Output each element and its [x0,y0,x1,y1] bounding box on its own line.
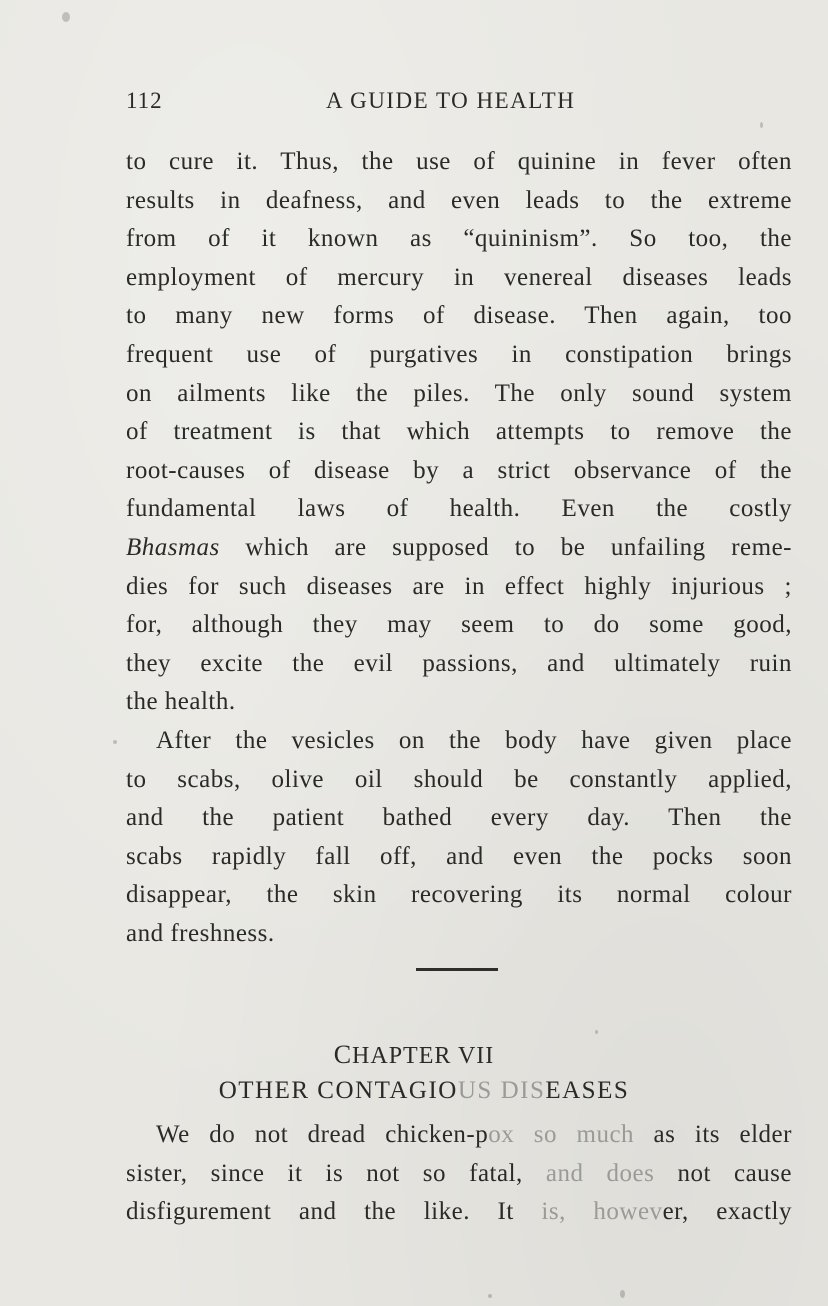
chapter-initial: C [333,1040,353,1069]
chapter-body [126,1116,792,1232]
text-line: frequent use of purgatives in constipation brings [126,340,792,368]
text-line: for, although they may seem to do some good, [126,611,792,639]
text-line: results in deafness, and even leads to the extreme [126,186,792,214]
chapter-title [0,1077,828,1105]
text-line: After the vesicles on the body have given place [156,726,792,754]
text-line: employment of mercury in venereal diseases leads [126,263,792,291]
paper-speck [595,1030,598,1034]
chapter-heading [0,1040,828,1070]
text-fragment: er, exactly [662,1198,792,1226]
body-text [126,143,792,953]
chapter-title-faded: US DIS [457,1077,546,1104]
paper-speck [488,1294,492,1298]
italic-term: Bhasmas [126,533,220,561]
text-fragment: disfigurement and the like. It [126,1198,542,1226]
section-divider-rule [416,968,498,971]
running-title: A GUIDE TO HEALTH [326,88,576,113]
text-faded: and does [545,1159,655,1187]
paper-speck [620,1290,625,1298]
text-line [126,1193,792,1232]
chapter-heading-rest: HAPTER VII [352,1043,495,1069]
text-line: they excite the evil passions, and ultimately ruin [126,649,792,677]
text-line: root-causes of disease by a strict observance of the [126,456,792,484]
paragraph-1 [126,143,792,722]
text-line: on ailments like the piles. The only sound system [126,379,792,407]
text-line [126,1116,792,1155]
running-head [126,88,798,118]
text-fragment: not cause [654,1159,793,1187]
text-fragment: as its elder [634,1121,792,1148]
paragraph-2 [126,722,792,954]
text-line [126,529,792,568]
text-line: and the patient bathed every day. Then the [126,804,792,832]
text-line: from of it known as “quininism”. So too, the [126,225,792,253]
text-line: to many new forms of disease. Then again, too [126,302,792,330]
text-fragment: We do not dread chicken-p [156,1121,489,1148]
text-line: scabs rapidly fall off, and even the pocks soon [126,842,792,870]
text-line: and freshness. [126,919,275,947]
chapter-title-part: EASES [545,1077,630,1104]
page-number: 112 [126,88,163,113]
text-line: dies for such diseases are in effect highly injurious ; [126,572,792,600]
text-fragment: which are supposed to be unfailing reme- [219,533,792,561]
text-faded: ox so much [488,1121,635,1148]
text-fragment: sister, since it is not so fatal, [126,1159,546,1187]
paper-speck [62,12,70,22]
text-line: to cure it. Thus, the use of quinine in fever often [126,148,792,175]
text-line [126,1155,792,1194]
text-line: disappear, the skin recovering its normal colour [126,881,792,909]
paper-speck [113,740,117,744]
text-line: the health. [126,688,236,716]
paper-speck [760,122,763,128]
text-line: to scabs, olive oil should be constantly applied, [126,765,792,793]
text-line: fundamental laws of health. Even the costly [126,495,792,523]
chapter-title-part: OTHER CONTAGIO [218,1077,458,1104]
text-line: of treatment is that which attempts to remove the [126,418,792,446]
text-faded: is, howev [541,1198,663,1226]
